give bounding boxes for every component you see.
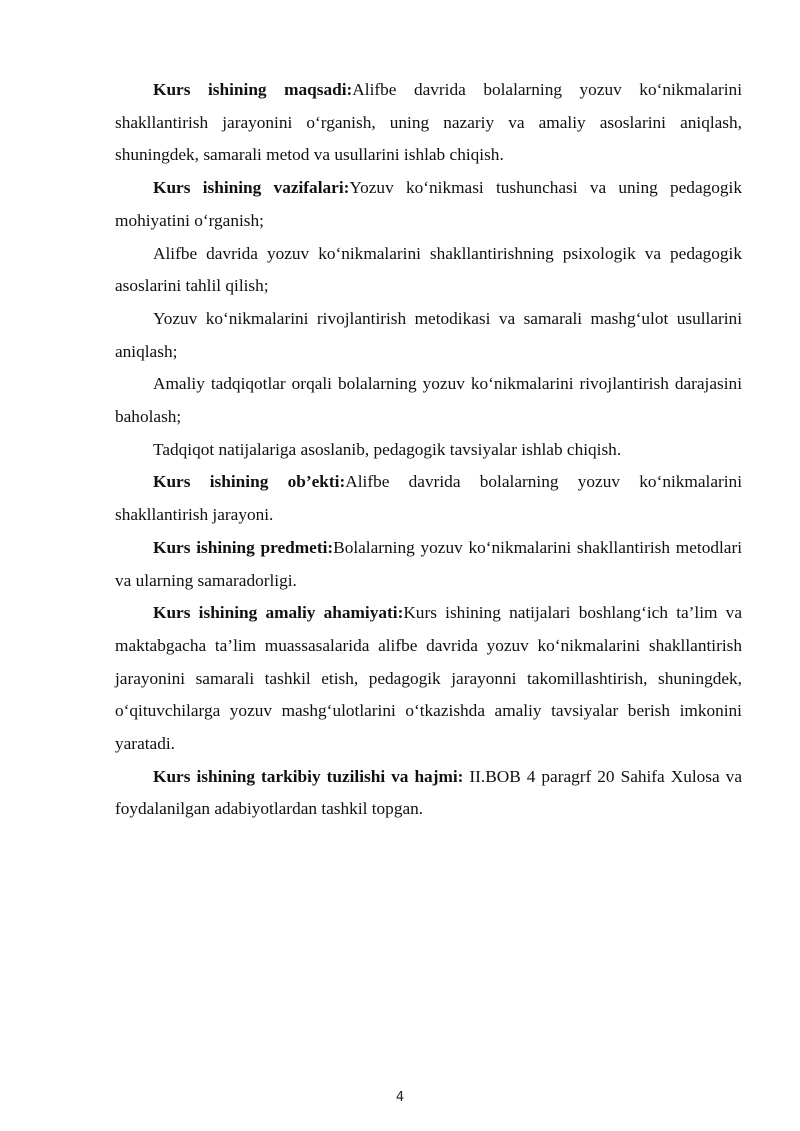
paragraph-object <box>115 466 742 531</box>
paragraph-tasks <box>115 172 742 237</box>
paragraph-text: Alifbe davrida yozuv ko‘nikmalarini shakllantirishning psixologik va pedagogik asoslarini tahlil qilish; <box>115 243 742 296</box>
paragraph-text: Tadqiqot natijalariga asoslanib, pedagogik tavsiyalar ishlab chiqish. <box>153 439 622 459</box>
paragraph-text: Amaliy tadqiqotlar orqali bolalarning yozuv ko‘nikmalarini rivojlantirish darajasini baholash; <box>115 374 742 427</box>
page-number: 4 <box>395 1090 405 1105</box>
paragraph-label: Kurs ishining predmeti: <box>153 537 334 557</box>
paragraph-label: Kurs ishining amaliy ahamiyati: <box>153 603 404 623</box>
paragraph-text: Yozuv ko‘nikmalarini rivojlantirish metodikasi va samarali mashg‘ulot usullarini aniqlash; <box>115 308 742 361</box>
page-body <box>115 74 742 826</box>
paragraph-task-2 <box>115 238 742 303</box>
paragraph-text: Alifbe davrida bolalarning yozuv ko‘nikmalarini shakllantirish jarayonini o‘rganish, uning nazariy va amaliy asoslarini aniqlash, shuningdek, samarali metod va usullarini ishlab chiqish. <box>115 80 743 165</box>
paragraph-text: Yozuv ko‘nikmasi tushunchasi va uning pedagogik mohiyatini o‘rganish; <box>115 178 742 230</box>
paragraph-label: Kurs ishining ob’ekti: <box>153 472 346 492</box>
paragraph-label: Kurs ishining tarkibiy tuzilishi va hajmi: <box>153 766 464 786</box>
paragraph-label: Kurs ishining maqsadi: <box>153 80 353 99</box>
paragraph-label: Kurs ishining vazifalari: <box>153 178 350 198</box>
paragraph-text: Bolalarning yozuv ko‘nikmalarini shakllantirish metodlari va ularning samaradorligi. <box>115 537 742 590</box>
paragraph-text: Alifbe davrida bolalarning yozuv ko‘nikmalarini shakllantirish jarayoni. <box>115 472 742 525</box>
paragraph-task-5 <box>115 434 742 467</box>
paragraph-significance <box>115 597 742 761</box>
paragraph-task-3 <box>115 303 742 368</box>
paragraph-task-4 <box>115 368 742 433</box>
paragraph-text: II.BOB 4 paragrf 20 Sahifa Xulosa va foydalanilgan adabiyotlardan tashkil topgan. <box>115 766 742 819</box>
paragraph-goal <box>115 74 742 172</box>
paragraph-subject <box>115 532 742 597</box>
paragraph-text: Kurs ishining natijalari boshlang‘ich ta’lim va maktabgacha ta’lim muassasalarida alifbe davrida yozuv ko‘nikmalarini shakllantirish jarayonini samarali tashkil etish, pedagogik jarayonni takomillashtirish, shuningdek, o‘qituvchilarga yozuv mashg‘ulotlarini o‘tkazishda amaliy tavsiyalar berish imkonini yaratadi. <box>115 603 742 754</box>
paragraph-structure <box>115 761 742 826</box>
